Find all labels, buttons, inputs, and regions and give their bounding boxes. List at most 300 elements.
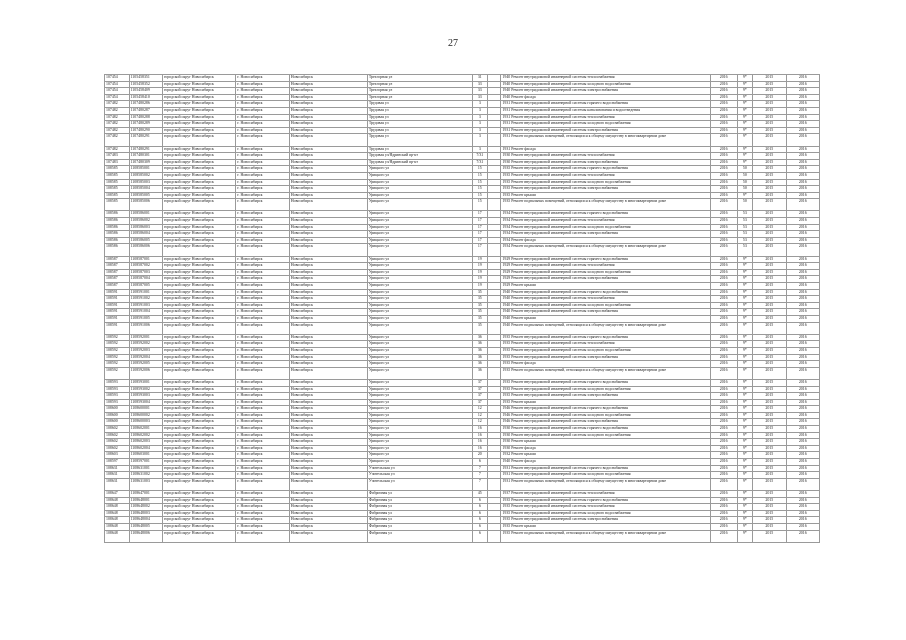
cell-corpus <box>488 302 501 309</box>
cell-work-description: Ремонт внутридомовой инженерной системы холодного водоснабжения <box>511 224 631 229</box>
cell-municipality: городской округ Новосибирск <box>162 101 236 108</box>
cell-street: Трехгорная ул <box>367 88 472 95</box>
cell-floors: 53 <box>737 244 753 256</box>
cell-year-built: 1935 <box>502 347 511 352</box>
cell-house-id: 108648 <box>105 523 130 530</box>
cell-house-id: 108631 <box>105 472 130 479</box>
cell-house-number: 16 <box>472 426 488 433</box>
cell-house-number: 15 <box>472 199 488 211</box>
cell-floors: 9* <box>737 296 753 303</box>
cell-work-description: Ремонт внутридомовой инженерной системы электроснабжения <box>511 276 618 281</box>
cell-settlement: г. Новосибирск <box>236 269 289 276</box>
cell-work-description: Ремонт крыши <box>511 523 536 528</box>
table-row <box>105 269 820 276</box>
table-row <box>105 523 820 530</box>
cell-plan-year: 2016 <box>710 276 737 283</box>
cell-work-description: Ремонт внутридомовой инженерной системы горячего водоснабжения <box>511 406 628 411</box>
cell-corpus <box>488 406 501 413</box>
cell-work-description: Ремонт подвальных помещений, относящихся к общему имуществу в многоквартирном доме <box>511 367 667 372</box>
table-row <box>105 192 820 199</box>
cell-settlement: г. Новосибирск <box>236 399 289 406</box>
cell-start-year: 2015 <box>753 472 786 479</box>
cell-object-code: 1107480291 <box>129 134 162 146</box>
cell-end-year: 2016 <box>786 347 819 354</box>
cell-corpus <box>488 497 501 504</box>
cell-house-id: 108603 <box>105 452 130 459</box>
cell-object-code: 1108597001 <box>129 459 162 466</box>
cell-locality: Новосибирск <box>289 237 367 244</box>
cell-object-code: 1108648002 <box>129 504 162 511</box>
cell-settlement: г. Новосибирск <box>236 530 289 542</box>
cell-object-code: 1108591003 <box>129 302 162 309</box>
cell-start-year: 2015 <box>753 386 786 393</box>
table-row <box>105 81 820 88</box>
table-row <box>105 211 820 218</box>
table-row <box>105 199 820 211</box>
table-row <box>105 510 820 517</box>
cell-house-number: 35 <box>472 302 488 309</box>
cell-corpus <box>488 472 501 479</box>
cell-plan-year: 2016 <box>710 166 737 173</box>
cell-floors: 9* <box>737 309 753 316</box>
cell-year-built: 1930 <box>502 432 511 437</box>
cell-end-year: 2016 <box>786 322 819 334</box>
cell-floors: 9* <box>737 465 753 472</box>
cell-corpus <box>488 134 501 146</box>
cell-start-year: 2015 <box>753 393 786 400</box>
cell-house-number: 7 <box>472 465 488 472</box>
cell-floors: 9* <box>737 393 753 400</box>
cell-year-built: 1935 <box>502 517 511 522</box>
cell-house-number: 33 <box>472 81 488 88</box>
cell-corpus <box>488 211 501 218</box>
cell-locality: Новосибирск <box>289 302 367 309</box>
cell-object-code: 1108592001 <box>129 334 162 341</box>
cell-settlement: г. Новосибирск <box>236 231 289 238</box>
cell-house-number: 45 <box>472 491 488 498</box>
cell-work-type <box>501 81 710 88</box>
cell-work-description: Ремонт подвальных помещений, относящихся к общему имуществу в многоквартирном доме <box>511 199 667 204</box>
cell-locality: Новосибирск <box>289 465 367 472</box>
page-number: 27 <box>448 38 458 49</box>
cell-end-year: 2016 <box>786 289 819 296</box>
cell-municipality: городской округ Новосибирск <box>162 341 236 348</box>
table-row <box>105 530 820 542</box>
cell-municipality: городской округ Новосибирск <box>162 289 236 296</box>
cell-settlement: г. Новосибирск <box>236 406 289 413</box>
cell-locality: Новосибирск <box>289 172 367 179</box>
cell-municipality: городской округ Новосибирск <box>162 263 236 270</box>
cell-end-year: 2016 <box>786 445 819 452</box>
cell-work-type <box>501 146 710 153</box>
table-row <box>105 412 820 419</box>
cell-work-type <box>501 419 710 426</box>
registry-body <box>105 75 820 543</box>
cell-work-description: Ремонт фасада <box>511 361 536 366</box>
cell-end-year: 2016 <box>786 88 819 95</box>
cell-work-description: Ремонт фасада <box>511 146 536 151</box>
cell-locality: Новосибирск <box>289 497 367 504</box>
cell-work-type <box>501 334 710 341</box>
cell-corpus <box>488 276 501 283</box>
cell-work-description: Ремонт внутридомовой инженерной системы электроснабжения <box>511 159 618 164</box>
table-row <box>105 101 820 108</box>
cell-start-year: 2015 <box>753 459 786 466</box>
cell-work-type <box>501 218 710 225</box>
cell-end-year: 2016 <box>786 379 819 386</box>
cell-house-id: 108585 <box>105 172 130 179</box>
cell-house-number: 3 <box>472 127 488 134</box>
cell-work-description: Ремонт крыши <box>511 283 536 287</box>
cell-house-id: 108648 <box>105 517 130 524</box>
cell-work-type <box>501 94 710 101</box>
cell-street: Трудовая ул <box>367 146 472 153</box>
cell-house-id: 108586 <box>105 237 130 244</box>
cell-settlement: г. Новосибирск <box>236 127 289 134</box>
cell-municipality: городской округ Новосибирск <box>162 218 236 225</box>
cell-work-type <box>501 263 710 270</box>
cell-locality: Новосибирск <box>289 379 367 386</box>
table-row <box>105 218 820 225</box>
cell-street: Урицкого ул <box>367 256 472 263</box>
cell-locality: Новосибирск <box>289 386 367 393</box>
cell-work-type <box>501 172 710 179</box>
cell-locality: Новосибирск <box>289 367 367 379</box>
cell-house-id: 107482 <box>105 114 130 121</box>
cell-year-built: 1931 <box>502 101 511 106</box>
cell-start-year: 2015 <box>753 504 786 511</box>
repair-registry-table <box>104 74 820 543</box>
cell-house-id: 108591 <box>105 302 130 309</box>
cell-municipality: городской округ Новосибирск <box>162 302 236 309</box>
cell-house-number: 17 <box>472 218 488 225</box>
cell-locality: Новосибирск <box>289 88 367 95</box>
cell-plan-year: 2016 <box>710 88 737 95</box>
cell-settlement: г. Новосибирск <box>236 354 289 361</box>
cell-floors: 9* <box>737 523 753 530</box>
cell-start-year: 2015 <box>753 452 786 459</box>
cell-end-year: 2016 <box>786 179 819 186</box>
cell-work-type <box>501 159 710 166</box>
cell-street: Урицкого ул <box>367 432 472 439</box>
cell-municipality: городской округ Новосибирск <box>162 75 236 82</box>
table-row <box>105 491 820 498</box>
cell-end-year: 2016 <box>786 386 819 393</box>
cell-start-year: 2015 <box>753 322 786 334</box>
cell-corpus <box>488 88 501 95</box>
cell-work-description: Ремонт внутридомовой инженерной системы теплоснабжения <box>511 153 615 158</box>
cell-end-year: 2016 <box>786 478 819 490</box>
cell-corpus <box>488 478 501 490</box>
cell-corpus <box>488 114 501 121</box>
cell-corpus <box>488 399 501 406</box>
cell-municipality: городской округ Новосибирск <box>162 504 236 511</box>
cell-settlement: г. Новосибирск <box>236 263 289 270</box>
cell-corpus <box>488 283 501 290</box>
cell-floors: 9* <box>737 146 753 153</box>
cell-floors: 9* <box>737 256 753 263</box>
cell-municipality: городской округ Новосибирск <box>162 452 236 459</box>
cell-floors: 9* <box>737 361 753 368</box>
cell-street: Урицкого ул <box>367 192 472 199</box>
cell-plan-year: 2016 <box>710 426 737 433</box>
cell-municipality: городской округ Новосибирск <box>162 347 236 354</box>
cell-municipality: городской округ Новосибирск <box>162 199 236 211</box>
cell-start-year: 2015 <box>753 121 786 128</box>
cell-street: Урицкого ул <box>367 354 472 361</box>
table-row <box>105 315 820 322</box>
cell-work-type <box>501 121 710 128</box>
cell-house-number: 19 <box>472 256 488 263</box>
cell-work-description: Ремонт подвальных помещений, относящихся к общему имуществу в многоквартирном доме <box>511 530 667 535</box>
cell-start-year: 2015 <box>753 114 786 121</box>
cell-work-type <box>501 309 710 316</box>
cell-corpus <box>488 94 501 101</box>
cell-settlement: г. Новосибирск <box>236 276 289 283</box>
cell-locality: Новосибирск <box>289 341 367 348</box>
cell-plan-year: 2016 <box>710 121 737 128</box>
cell-object-code: 1107480290 <box>129 127 162 134</box>
cell-start-year: 2015 <box>753 361 786 368</box>
cell-house-id: 107454 <box>105 94 130 101</box>
cell-work-type <box>501 166 710 173</box>
cell-object-code: 1107480287 <box>129 107 162 114</box>
cell-work-description: Ремонт подвальных помещений, относящихся к общему имуществу в многоквартирном доме <box>511 244 667 249</box>
cell-street: Урицкого ул <box>367 452 472 459</box>
cell-house-id: 108585 <box>105 179 130 186</box>
cell-locality: Новосибирск <box>289 354 367 361</box>
cell-object-code: 1108585004 <box>129 186 162 193</box>
cell-locality: Новосибирск <box>289 472 367 479</box>
cell-municipality: городской округ Новосибирск <box>162 426 236 433</box>
cell-year-built: 1935 <box>502 367 511 372</box>
cell-street: Урицкого ул <box>367 289 472 296</box>
table-row <box>105 159 820 166</box>
cell-street: Урицкого ул <box>367 302 472 309</box>
cell-work-description: Ремонт внутридомовой инженерной системы электроснабжения <box>511 231 618 236</box>
cell-floors: 9* <box>737 153 753 160</box>
cell-work-type <box>501 478 710 490</box>
cell-street: Урицкого ул <box>367 309 472 316</box>
cell-object-code: 1108587002 <box>129 263 162 270</box>
table-row <box>105 283 820 290</box>
cell-plan-year: 2016 <box>710 399 737 406</box>
cell-plan-year: 2016 <box>710 334 737 341</box>
cell-start-year: 2015 <box>753 478 786 490</box>
cell-settlement: г. Новосибирск <box>236 107 289 114</box>
cell-work-description: Ремонт внутридомовой инженерной системы электроснабжения <box>511 186 618 191</box>
cell-work-description: Ремонт внутридомовой инженерной системы электроснабжения <box>511 419 618 424</box>
cell-settlement: г. Новосибирск <box>236 192 289 199</box>
cell-year-built: 1940 <box>502 289 511 294</box>
cell-work-description: Ремонт подвальных помещений, относящихся к общему имуществу в многоквартирном доме <box>511 134 667 139</box>
cell-object-code: 1108631001 <box>129 465 162 472</box>
cell-object-code: 1108593002 <box>129 386 162 393</box>
cell-house-number: 37 <box>472 399 488 406</box>
cell-year-built: 1934 <box>502 244 511 249</box>
cell-end-year: 2016 <box>786 302 819 309</box>
cell-locality: Новосибирск <box>289 179 367 186</box>
cell-house-id: 108648 <box>105 510 130 517</box>
cell-house-id: 108587 <box>105 256 130 263</box>
cell-work-description: Ремонт внутридомовой инженерной системы холодного водоснабжения <box>511 347 631 352</box>
cell-plan-year: 2016 <box>710 315 737 322</box>
cell-corpus <box>488 75 501 82</box>
cell-end-year: 2016 <box>786 218 819 225</box>
cell-year-built: 1935 <box>502 172 511 177</box>
cell-locality: Новосибирск <box>289 146 367 153</box>
cell-house-id: 108586 <box>105 218 130 225</box>
cell-house-number: 15 <box>472 192 488 199</box>
cell-locality: Новосибирск <box>289 211 367 218</box>
cell-house-number: 36 <box>472 367 488 379</box>
cell-house-number: 17 <box>472 211 488 218</box>
cell-plan-year: 2016 <box>710 296 737 303</box>
cell-street: Урицкого ул <box>367 276 472 283</box>
cell-street: Урицкого ул <box>367 361 472 368</box>
cell-house-number: 16 <box>472 432 488 439</box>
cell-locality: Новосибирск <box>289 127 367 134</box>
cell-work-description: Ремонт крыши <box>511 315 536 320</box>
cell-house-number: 20 <box>472 452 488 459</box>
cell-corpus <box>488 81 501 88</box>
cell-street: Урицкого ул <box>367 347 472 354</box>
cell-house-id: 108593 <box>105 393 130 400</box>
cell-street: Урицкого ул <box>367 341 472 348</box>
cell-corpus <box>488 367 501 379</box>
cell-floors: 53 <box>737 237 753 244</box>
cell-street: Трудовая ул <box>367 134 472 146</box>
cell-municipality: городской округ Новосибирск <box>162 94 236 101</box>
cell-corpus <box>488 491 501 498</box>
cell-work-description: Ремонт крыши <box>511 439 536 444</box>
cell-object-code: 1108648006 <box>129 530 162 542</box>
cell-plan-year: 2016 <box>710 127 737 134</box>
cell-plan-year: 2016 <box>710 114 737 121</box>
cell-year-built: 1935 <box>502 504 511 509</box>
cell-locality: Новосибирск <box>289 412 367 419</box>
cell-municipality: городской округ Новосибирск <box>162 497 236 504</box>
cell-object-code: 1108602004 <box>129 445 162 452</box>
cell-floors: 50 <box>737 166 753 173</box>
cell-start-year: 2015 <box>753 244 786 256</box>
cell-house-id: 108587 <box>105 269 130 276</box>
cell-locality: Новосибирск <box>289 523 367 530</box>
cell-object-code: 1108648005 <box>129 523 162 530</box>
cell-end-year: 2016 <box>786 166 819 173</box>
cell-house-number: 3 <box>472 146 488 153</box>
cell-work-type <box>501 231 710 238</box>
cell-year-built: 1931 <box>502 127 511 132</box>
cell-object-code: 1108602003 <box>129 439 162 446</box>
table-row <box>105 367 820 379</box>
cell-locality: Новосибирск <box>289 504 367 511</box>
cell-start-year: 2015 <box>753 315 786 322</box>
cell-house-id: 108591 <box>105 322 130 334</box>
cell-house-id: 108592 <box>105 341 130 348</box>
cell-work-type <box>501 497 710 504</box>
cell-locality: Новосибирск <box>289 517 367 524</box>
cell-municipality: городской округ Новосибирск <box>162 192 236 199</box>
cell-municipality: городской округ Новосибирск <box>162 478 236 490</box>
cell-work-type <box>501 186 710 193</box>
cell-work-type <box>501 192 710 199</box>
cell-plan-year: 2016 <box>710 302 737 309</box>
cell-settlement: г. Новосибирск <box>236 237 289 244</box>
cell-corpus <box>488 530 501 542</box>
cell-locality: Новосибирск <box>289 445 367 452</box>
cell-object-code: 1107480291 <box>129 146 162 153</box>
cell-start-year: 2015 <box>753 497 786 504</box>
cell-house-number: 37 <box>472 386 488 393</box>
cell-street: Фабричная ул <box>367 530 472 542</box>
cell-end-year: 2016 <box>786 510 819 517</box>
cell-year-built: 1946 <box>502 419 511 424</box>
cell-floors: 9* <box>737 452 753 459</box>
cell-corpus <box>488 296 501 303</box>
cell-object-code: 1108600001 <box>129 406 162 413</box>
cell-year-built: 1935 <box>502 497 511 502</box>
cell-street: Урицкого ул <box>367 296 472 303</box>
cell-house-id: 108591 <box>105 296 130 303</box>
cell-municipality: городской округ Новосибирск <box>162 459 236 466</box>
cell-settlement: г. Новосибирск <box>236 517 289 524</box>
cell-start-year: 2015 <box>753 179 786 186</box>
cell-house-number: 19 <box>472 283 488 290</box>
table-row <box>105 379 820 386</box>
cell-work-description: Ремонт внутридомовой инженерной системы горячего водоснабжения <box>511 465 628 470</box>
table-row <box>105 445 820 452</box>
cell-floors: 9* <box>737 399 753 406</box>
cell-object-code: 1108586004 <box>129 231 162 238</box>
cell-start-year: 2015 <box>753 426 786 433</box>
cell-house-id: 108593 <box>105 379 130 386</box>
cell-municipality: городской округ Новосибирск <box>162 88 236 95</box>
cell-locality: Новосибирск <box>289 459 367 466</box>
cell-year-built: 1930 <box>502 159 511 164</box>
cell-house-number: 35 <box>472 315 488 322</box>
table-row <box>105 121 820 128</box>
cell-corpus <box>488 256 501 263</box>
cell-end-year: 2016 <box>786 459 819 466</box>
table-row <box>105 478 820 490</box>
cell-end-year: 2016 <box>786 269 819 276</box>
cell-house-id: 108585 <box>105 199 130 211</box>
cell-locality: Новосибирск <box>289 347 367 354</box>
cell-object-code: 1108587004 <box>129 276 162 283</box>
cell-plan-year: 2016 <box>710 283 737 290</box>
cell-work-type <box>501 315 710 322</box>
cell-house-number: 6 <box>472 459 488 466</box>
cell-year-built: 1931 <box>502 107 511 112</box>
cell-plan-year: 2016 <box>710 186 737 193</box>
cell-settlement: г. Новосибирск <box>236 432 289 439</box>
cell-locality: Новосибирск <box>289 94 367 101</box>
cell-corpus <box>488 315 501 322</box>
cell-work-description: Ремонт подвальных помещений, относящихся к общему имуществу в многоквартирном доме <box>511 322 667 327</box>
cell-year-built: 1935 <box>502 192 511 197</box>
cell-municipality: городской округ Новосибирск <box>162 432 236 439</box>
cell-plan-year: 2016 <box>710 309 737 316</box>
cell-work-type <box>501 269 710 276</box>
cell-work-type <box>501 256 710 263</box>
cell-year-built: 1932 <box>502 452 511 457</box>
cell-work-type <box>501 354 710 361</box>
cell-work-description: Ремонт внутридомовой инженерной системы теплоснабжения <box>511 172 615 177</box>
cell-year-built: 1935 <box>502 361 511 366</box>
cell-start-year: 2015 <box>753 75 786 82</box>
cell-work-type <box>501 347 710 354</box>
